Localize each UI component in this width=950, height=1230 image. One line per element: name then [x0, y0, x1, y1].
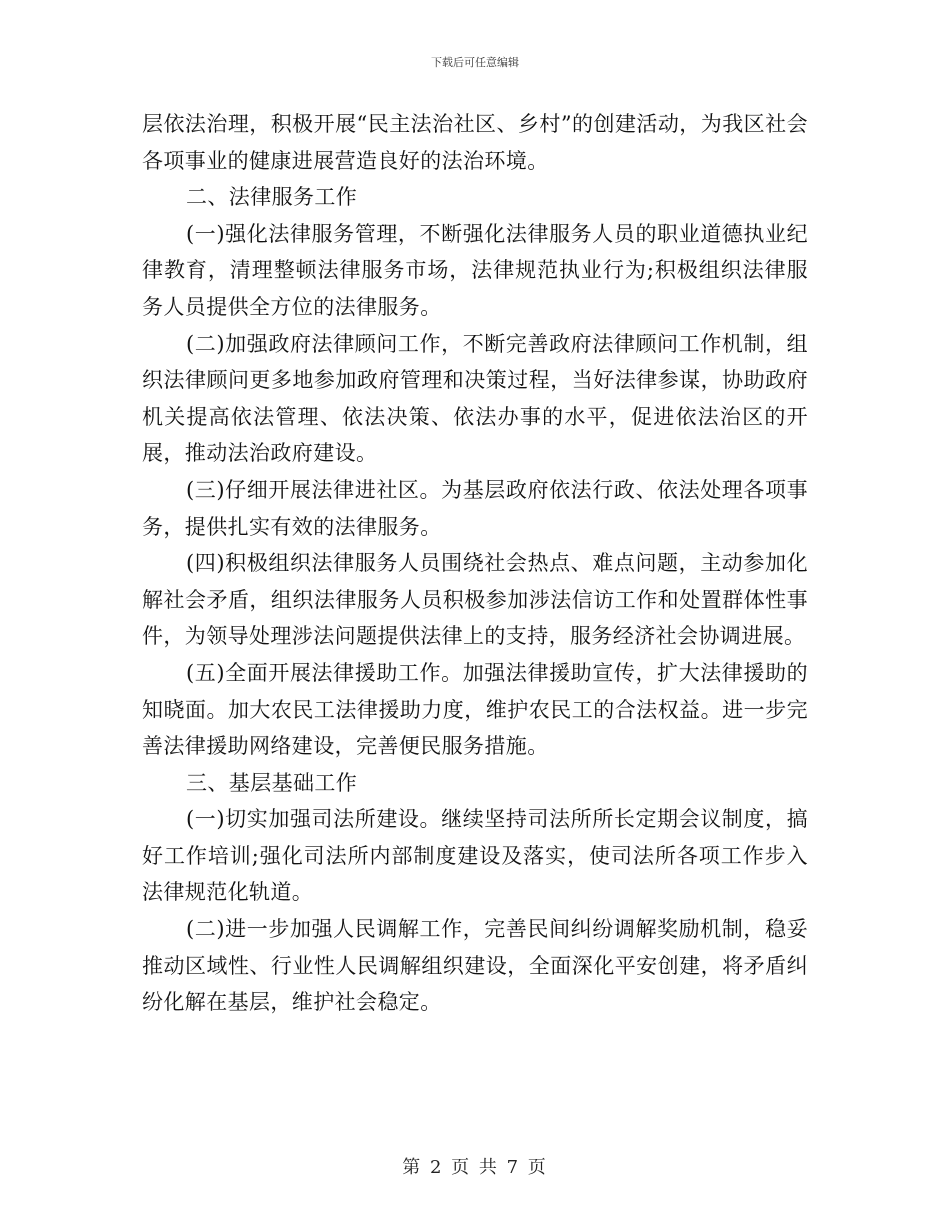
- paragraph-item-6: (一)切实加强司法所建设。继续坚持司法所所长定期会议制度，搞好工作培训;强化司法所内部制度建设及落实，使司法所各项工作步入法律规范化轨道。: [142, 807, 808, 905]
- section-heading-legal-services: 二、法律服务工作: [186, 185, 358, 210]
- paragraph-item-1: (一)强化法律服务管理，不断强化法律服务人员的职业道德执业纪律教育，清理整顿法律服务市场，法律规范执业行为;积极组织法律服务人员提供全方位的法律服务。: [142, 221, 808, 319]
- paragraph-item-3: (三)仔细开展法律进社区。为基层政府依法行政、依法处理各项事务，提供扎实有效的法律服务。: [142, 477, 808, 539]
- page-number: 第 2 页 共 7 页: [402, 1157, 548, 1178]
- paragraph-item-4: (四)积极组织法律服务人员围绕社会热点、难点问题，主动参加化解社会矛盾，组织法律服务人员积极参加涉法信访工作和处置群体性事件，为领导处理涉法问题提供法律上的支持，服务经济社会协调进展。: [142, 551, 808, 649]
- document-body: [142, 106, 808, 1021]
- header-note: 下载后可任意编辑: [431, 56, 519, 69]
- paragraph-item-7: (二)进一步加强人民调解工作，完善民间纠纷调解奖励机制，稳妥推动区域性、行业性人民调解组织建设，全面深化平安创建，将矛盾纠纷化解在基层，维护社会稳定。: [142, 917, 808, 1015]
- section-heading-grassroots-work: 三、基层基础工作: [186, 770, 358, 795]
- paragraph-continuation: 层依法治理，积极开展“民主法治社区、乡村”的创建活动，为我区社会各项事业的健康进展营造良好的法治环境。: [142, 112, 808, 173]
- paragraph-item-5: (五)全面开展法律援助工作。加强法律援助宣传，扩大法律援助的知晓面。加大农民工法律援助力度，维护农民工的合法权益。进一步完善法律援助网络建设，完善便民服务措施。: [142, 660, 808, 759]
- paragraph-item-2: (二)加强政府法律顾问工作，不断完善政府法律顾问工作机制，组织法律顾问更多地参加政府管理和决策过程，当好法律参谋，协助政府机关提高依法管理、依法决策、依法办事的水平，促进依法治区的开展，推动法治政府建设。: [142, 331, 808, 466]
